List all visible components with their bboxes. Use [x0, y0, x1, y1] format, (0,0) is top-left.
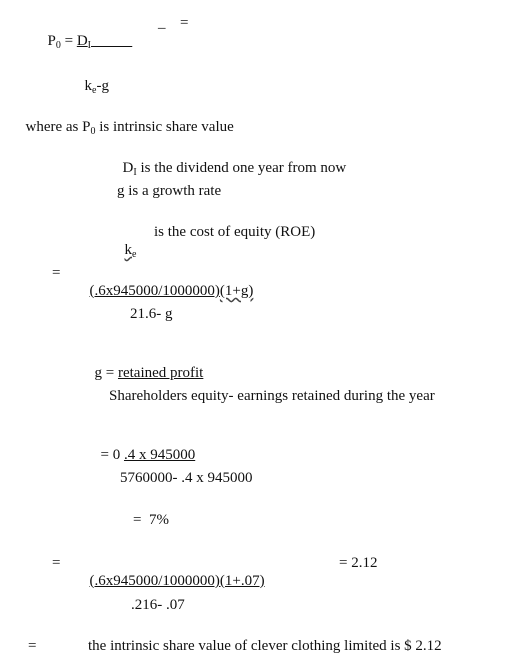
- step1-numerator-a: (.6x945000/1000000): [89, 283, 220, 299]
- growth-step-numerator: [93, 428, 195, 464]
- definition-ke-symbol: [125, 242, 137, 258]
- formula-numerator-subscript: I: [87, 40, 91, 51]
- growth-step-denominator: 5760000- .4 x 945000: [120, 470, 253, 486]
- step2-equals: =: [52, 555, 61, 571]
- step1-denominator: 21.6- g: [130, 306, 173, 322]
- conclusion-text: the intrinsic share value of clever clothing limited is $ 2.12: [88, 638, 442, 654]
- step1-equals: =: [52, 265, 61, 281]
- formula-dash: _: [158, 15, 166, 31]
- definition-g: g is a growth rate: [117, 183, 222, 199]
- definition-p0-pre: where as P: [25, 119, 91, 135]
- formula-line: [40, 14, 132, 55]
- step2-numerator: [82, 554, 265, 590]
- growth-step-numerator-value: .4 x 945000: [123, 447, 196, 463]
- growth-denominator: Shareholders equity- earnings retained during the year: [109, 388, 435, 404]
- definition-ke: [117, 223, 136, 264]
- formula-equals-2: =: [180, 15, 189, 31]
- definition-d1-subscript: I: [133, 167, 137, 178]
- formula-numerator-symbol: D: [76, 33, 88, 49]
- definition-p0-post: is intrinsic share value: [95, 119, 234, 135]
- definition-d1-text: is the dividend one year from now: [136, 160, 347, 176]
- growth-lhs: g =: [94, 365, 118, 381]
- definition-ke-k: k: [124, 242, 132, 258]
- definition-d1: [115, 141, 346, 182]
- step2-denominator: .216- .07: [131, 597, 185, 613]
- definition-p0-subscript: 0: [90, 126, 96, 137]
- growth-numerator-line: [87, 346, 203, 382]
- definition-ke-text: is the cost of equity (ROE): [154, 224, 316, 240]
- step1-numerator: [82, 264, 253, 300]
- definition-d1-symbol: D: [122, 160, 134, 176]
- step2-result: = 2.12: [339, 555, 378, 571]
- growth-step-equals: = 0: [100, 447, 124, 463]
- definition-ke-subscript: e: [132, 249, 137, 260]
- step1-numerator-b: (1+g): [219, 283, 254, 299]
- formula-lhs-subscript: 0: [55, 40, 61, 51]
- step2-numerator-value: (.6x945000/1000000)(1+.07): [89, 573, 265, 589]
- growth-numerator: retained profit: [117, 365, 204, 381]
- formula-den-subscript: e: [92, 85, 97, 96]
- formula-equals: =: [60, 33, 77, 49]
- formula-numerator-pad: [91, 33, 132, 49]
- formula-lhs: P: [47, 33, 56, 49]
- formula-numerator: [77, 33, 132, 49]
- formula-den-rest: -g: [96, 78, 109, 94]
- growth-result: = 7%: [133, 512, 169, 528]
- formula-den-k: k: [84, 78, 92, 94]
- formula-denominator: [77, 59, 109, 100]
- conclusion-equals: =: [28, 638, 37, 654]
- definition-p0: [18, 100, 234, 141]
